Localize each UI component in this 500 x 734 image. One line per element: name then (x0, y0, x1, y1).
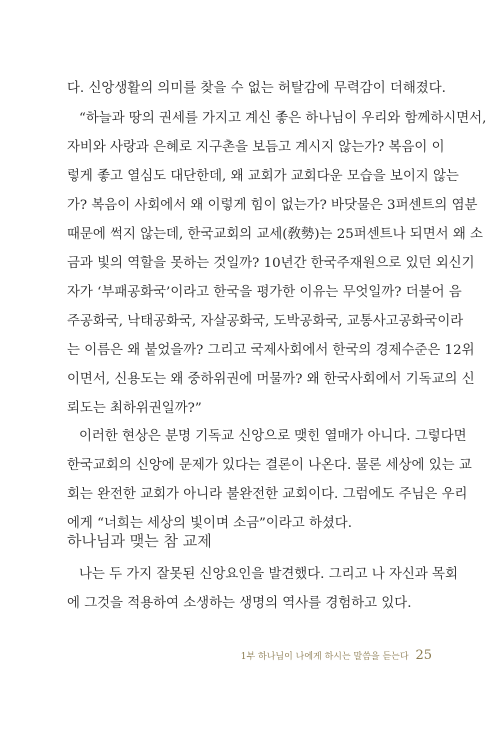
running-title: 1부 하나님이 나에게 하시는 말씀을 듣는다 (240, 652, 409, 662)
text-line: 때문에 썩지 않는데, 한국교회의 교세(敎勢)는 25퍼센트나 되면서 왜 소 (67, 227, 483, 242)
text-line: 에 그것을 적용하여 소생하는 생명의 역사를 경험하고 있다. (67, 596, 412, 611)
section-heading: 하나님과 맺는 참 교제 (67, 532, 212, 550)
text-line: “하늘과 땅의 권세를 가지고 계신 좋은 하나님이 우리와 함께하시면서, (79, 111, 487, 126)
paragraph-4 (67, 560, 458, 618)
text-line: 이러한 현상은 분명 기독교 신앙으로 맺힌 열매가 아니다. 그렇다면 (79, 429, 467, 444)
text-line: 이면서, 신용도는 왜 중하위권에 머물까? 왜 한국사회에서 기독교의 신 (67, 372, 475, 387)
text-line: 자비와 사랑과 은혜로 지구촌을 보듬고 계시지 않는가? 복음이 이 (67, 140, 445, 155)
text-line: 회는 완전한 교회가 아니라 불완전한 교회이다. 그럼에도 주님은 우리 (67, 487, 468, 502)
text-line: 나는 두 가지 잘못된 신앙요인을 발견했다. 그리고 나 자신과 목회 (79, 567, 458, 582)
text-line: 자가 ‘부패공화국’이라고 한국을 평가한 이유는 무엇일까? 더불어 음 (67, 285, 462, 300)
text-line: 가? 복음이 사회에서 왜 이렇게 힘이 없는가? 바닷물은 3퍼센트의 염분 (67, 198, 478, 213)
page-number: 25 (415, 648, 432, 663)
page-footer (241, 648, 432, 663)
paragraph-2 (67, 104, 487, 423)
text-line: 금과 빛의 역할을 못하는 것일까? 10년간 한국주재원으로 있던 외신기 (67, 256, 475, 271)
text-line: 다. 신앙생활의 의미를 찾을 수 없는 허탈감에 무력감이 더해졌다. (67, 81, 446, 96)
paragraph-1 (67, 74, 446, 103)
text-line: 주공화국, 낙태공화국, 자살공화국, 도박공화국, 교통사고공화국이라 (67, 314, 464, 329)
text-line: 뢰도는 최하위권일까?” (67, 401, 202, 416)
text-line: 에게 “너희는 세상의 빛이며 소금”이라고 하셨다. (67, 516, 353, 531)
text-line: 한국교회의 신앙에 문제가 있다는 결론이 나온다. 물론 세상에 있는 교 (67, 458, 472, 473)
text-line: 는 이름은 왜 붙었을까? 그리고 국제사회에서 한국의 경제수준은 12위 (67, 343, 475, 358)
text-line: 렇게 좋고 열심도 대단한데, 왜 교회가 교회다운 모습을 보이지 않는 (67, 169, 459, 184)
paragraph-3 (67, 422, 472, 538)
